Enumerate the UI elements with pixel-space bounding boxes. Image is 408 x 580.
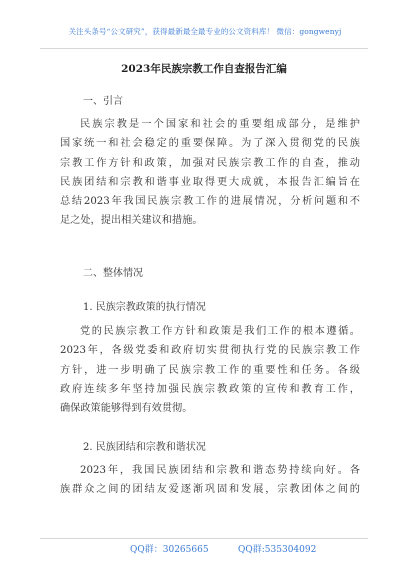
header-banner: 关注头条号“公文研究”，获得最新最全最专业的公文资料库！ 微信：gongwenyj: [68, 27, 342, 36]
footer-qq-group-2: QQ群:535304092: [238, 545, 317, 555]
policy-paragraph: [60, 322, 360, 418]
paragraph-line: 国家统一和社会稳定的重要保障。为了深入贯彻党的民族: [60, 138, 360, 150]
paragraph-line: 2023年，各级党委和政府切实贯彻执行党的民族宗教工作: [60, 345, 360, 357]
harmony-paragraph: [60, 461, 360, 500]
paragraph-line: 民族宗教是一个国家和社会的重要组成部分，是维护: [80, 119, 360, 130]
paragraph-line: 政府连续多年坚持加强民族宗教政策的宣传和教育工作，: [60, 383, 360, 395]
paragraph-line: 宗教工作方针和政策，加强对民族宗教工作的自查，推动: [60, 157, 360, 169]
paragraph-line: 确保政策能够得到有效贯彻。: [60, 403, 193, 415]
document-title: 2023年民族宗教工作自查报告汇编: [121, 63, 287, 75]
intro-paragraph: [60, 115, 360, 231]
paragraph-line: 方针，进一步明确了民族宗教工作的重要性和任务。各级: [60, 364, 360, 376]
paragraph-line: 足之处，提出相关建议和措施。: [60, 215, 203, 227]
paragraph-line: 族群众之间的团结友爱逐渐巩固和发展，宗教团体之间的: [60, 484, 360, 496]
paragraph-line: 党的民族宗教工作方针和政策是我们工作的根本遵循。: [80, 326, 360, 337]
section-heading-overview: 二、整体情况: [83, 268, 143, 279]
footer-divider: [40, 538, 368, 539]
section-heading-intro: 一、引言: [83, 96, 123, 107]
paragraph-line: 2023年，我国民族团结和宗教和谐态势持续向好。各: [80, 465, 360, 476]
subsection-heading-policy: 1. 民族宗教政策的执行情况: [83, 302, 206, 313]
footer-qq-group-1: QQ群：30265665: [130, 545, 209, 555]
subsection-heading-harmony: 2. 民族团结和宗教和谐状况: [83, 442, 206, 453]
paragraph-line: 民族团结和宗教和谐事业取得更大成就，本报告汇编旨在: [60, 176, 360, 188]
header-divider: [40, 48, 368, 49]
paragraph-line: 总结2023年我国民族宗教工作的进展情况，分析问题和不: [60, 196, 360, 208]
